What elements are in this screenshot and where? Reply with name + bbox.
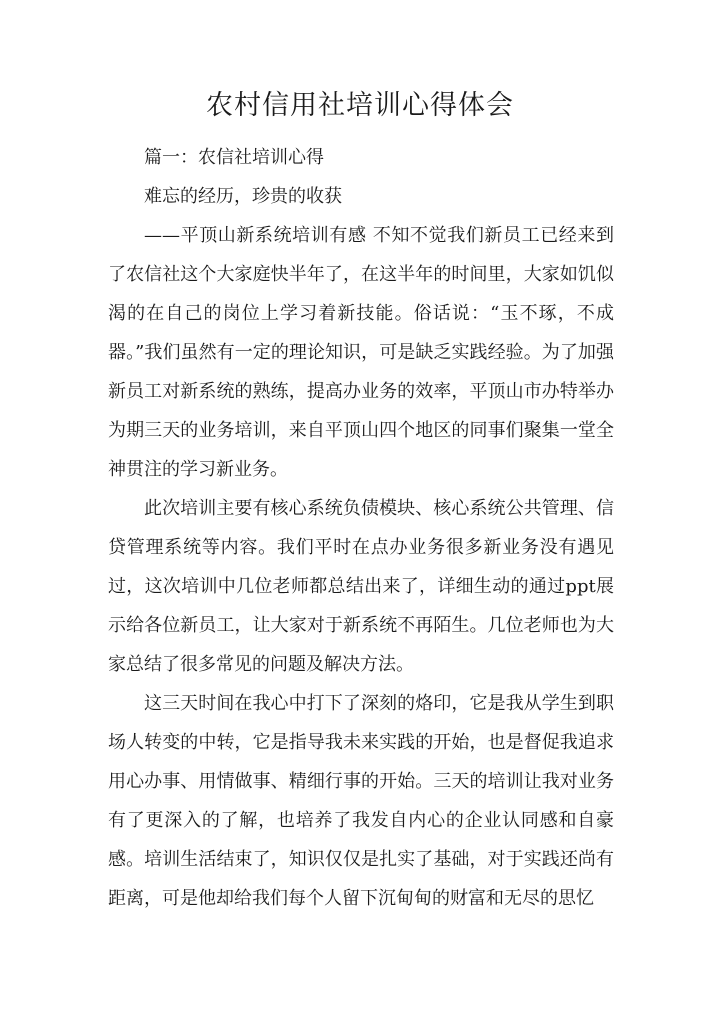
document-body <box>108 138 614 918</box>
paragraph-subtitle: 难忘的经历，珍贵的收获 <box>144 186 342 207</box>
paragraph-training-content: 此次培训主要有核心系统负债模块、核心系统公共管理、信贷管理系统等内容。我们平时在点办业务很多新业务没有遇见过，这次培训中几位老师都总结出来了，详细生动的通过ppt展示给各位新员工，让大家对于新系统不再陌生。几位老师也为大家总结了很多常见的问题及解决方法。 <box>108 498 614 675</box>
document-title: 农村信用社培训心得体会 <box>206 90 514 121</box>
paragraph-section-heading: 篇一：农信社培训心得 <box>144 147 324 168</box>
paragraph-reflection: 这三天时间在我心中打下了深刻的烙印，它是我从学生到职场人转变的中转，它是指导我未来实践的开始，也是督促我追求用心办事、用情做事、精细行事的开始。三天的培训让我对业务有了更深入的了解，也培养了我发自内心的企业认同感和自豪感。培训生活结束了，知识仅仅是扎实了基础，对于实践还尚有距离，可是他却给我们每个人留下沉甸甸的财富和无尽的思忆 <box>108 693 614 909</box>
paragraph-intro: ——平顶山新系统培训有感 不知不觉我们新员工已经来到了农信社这个大家庭快半年了，在这半年的时间里，大家如饥似渴的在自己的岗位上学习着新技能。俗话说：“玉不琢，不成器。”我们虽然有一定的理论知识，可是缺乏实践经验。为了加强新员工对新系统的熟练，提高办业务的效率，平顶山市办特举办为期三天的业务培训，来自平顶山四个地区的同事们聚集一堂全神贯注的学习新业务。 <box>108 225 614 480</box>
